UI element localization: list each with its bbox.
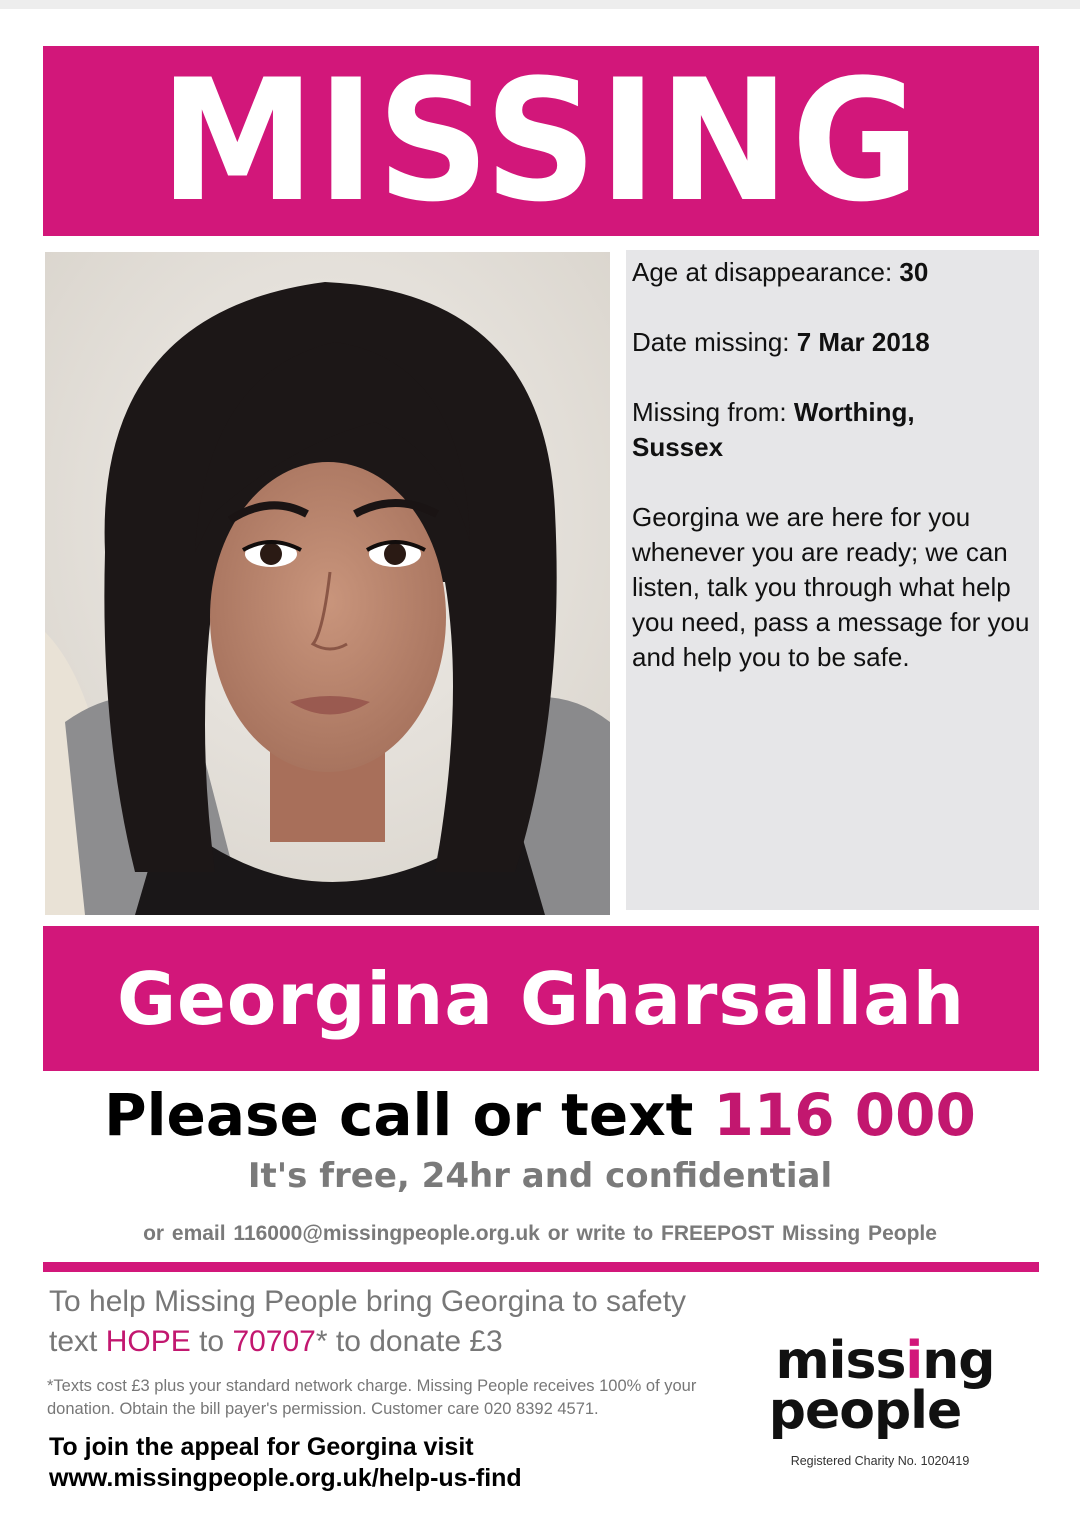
donate-text-word: text	[49, 1325, 106, 1358]
logo-word-people: people	[768, 1381, 962, 1441]
person-name: Georgina Gharsallah	[116, 956, 966, 1041]
email-line: or email 116000@missingpeople.org.uk or write to FREEPOST Missing People	[143, 1222, 937, 1245]
logo-pink-i: i	[905, 1331, 923, 1391]
age-label: Age at disappearance:	[632, 257, 900, 287]
free-text: It's free, 24hr and confidential	[247, 1156, 833, 1196]
logo-ng: ng	[922, 1331, 995, 1391]
age-value: 30	[899, 257, 929, 287]
call-line	[0, 1078, 1080, 1152]
donate-text	[49, 1282, 769, 1362]
donate-to-word: to	[190, 1325, 233, 1358]
date-line	[632, 325, 1033, 360]
from-value-line2: Sussex	[632, 432, 724, 462]
support-message: Georgina we are here for you whenever you are ready; we can listen, talk you through what help you need, pass a message for you and help you to be safe.	[632, 502, 1030, 672]
person-photo	[45, 252, 610, 915]
donate-keyword: HOPE	[105, 1325, 191, 1358]
fine-print: *Texts cost £3 plus your standard network charge. Missing People receives 100% of your donation. Obtain the bill payer's permission. Customer care 020 8392 4571.	[47, 1377, 697, 1418]
call-text: Please call or text	[104, 1081, 714, 1149]
age-line	[632, 255, 1033, 290]
name-banner	[43, 926, 1039, 1071]
logo-miss: miss	[775, 1331, 906, 1391]
from-label: Missing from:	[632, 397, 794, 427]
logo-word-missing	[745, 1331, 1025, 1391]
top-strip	[0, 0, 1080, 9]
donate-amount: * to donate £3	[315, 1325, 503, 1358]
missing-title: MISSING	[160, 43, 922, 239]
appeal-line1: To join the appeal for Georgina visit	[49, 1433, 474, 1461]
date-label: Date missing:	[632, 327, 797, 357]
date-value: 7 Mar 2018	[796, 327, 930, 357]
from-value-line1: Worthing,	[793, 397, 915, 427]
portrait-image	[45, 252, 610, 915]
charity-number: Registered Charity No. 1020419	[790, 1454, 970, 1468]
pink-divider	[43, 1262, 1039, 1272]
missing-people-logo	[745, 1331, 1025, 1441]
appeal-url[interactable]: www.missingpeople.org.uk/help-us-find	[49, 1464, 522, 1492]
donate-shortcode[interactable]: 70707	[232, 1325, 316, 1358]
call-number[interactable]: 116 000	[713, 1081, 976, 1149]
from-line	[632, 395, 1033, 465]
donate-line2	[49, 1322, 769, 1362]
appeal-text	[49, 1432, 749, 1494]
missing-banner	[43, 43, 1039, 239]
details-panel	[626, 250, 1039, 910]
donate-line1: To help Missing People bring Georgina to safety	[49, 1285, 687, 1318]
